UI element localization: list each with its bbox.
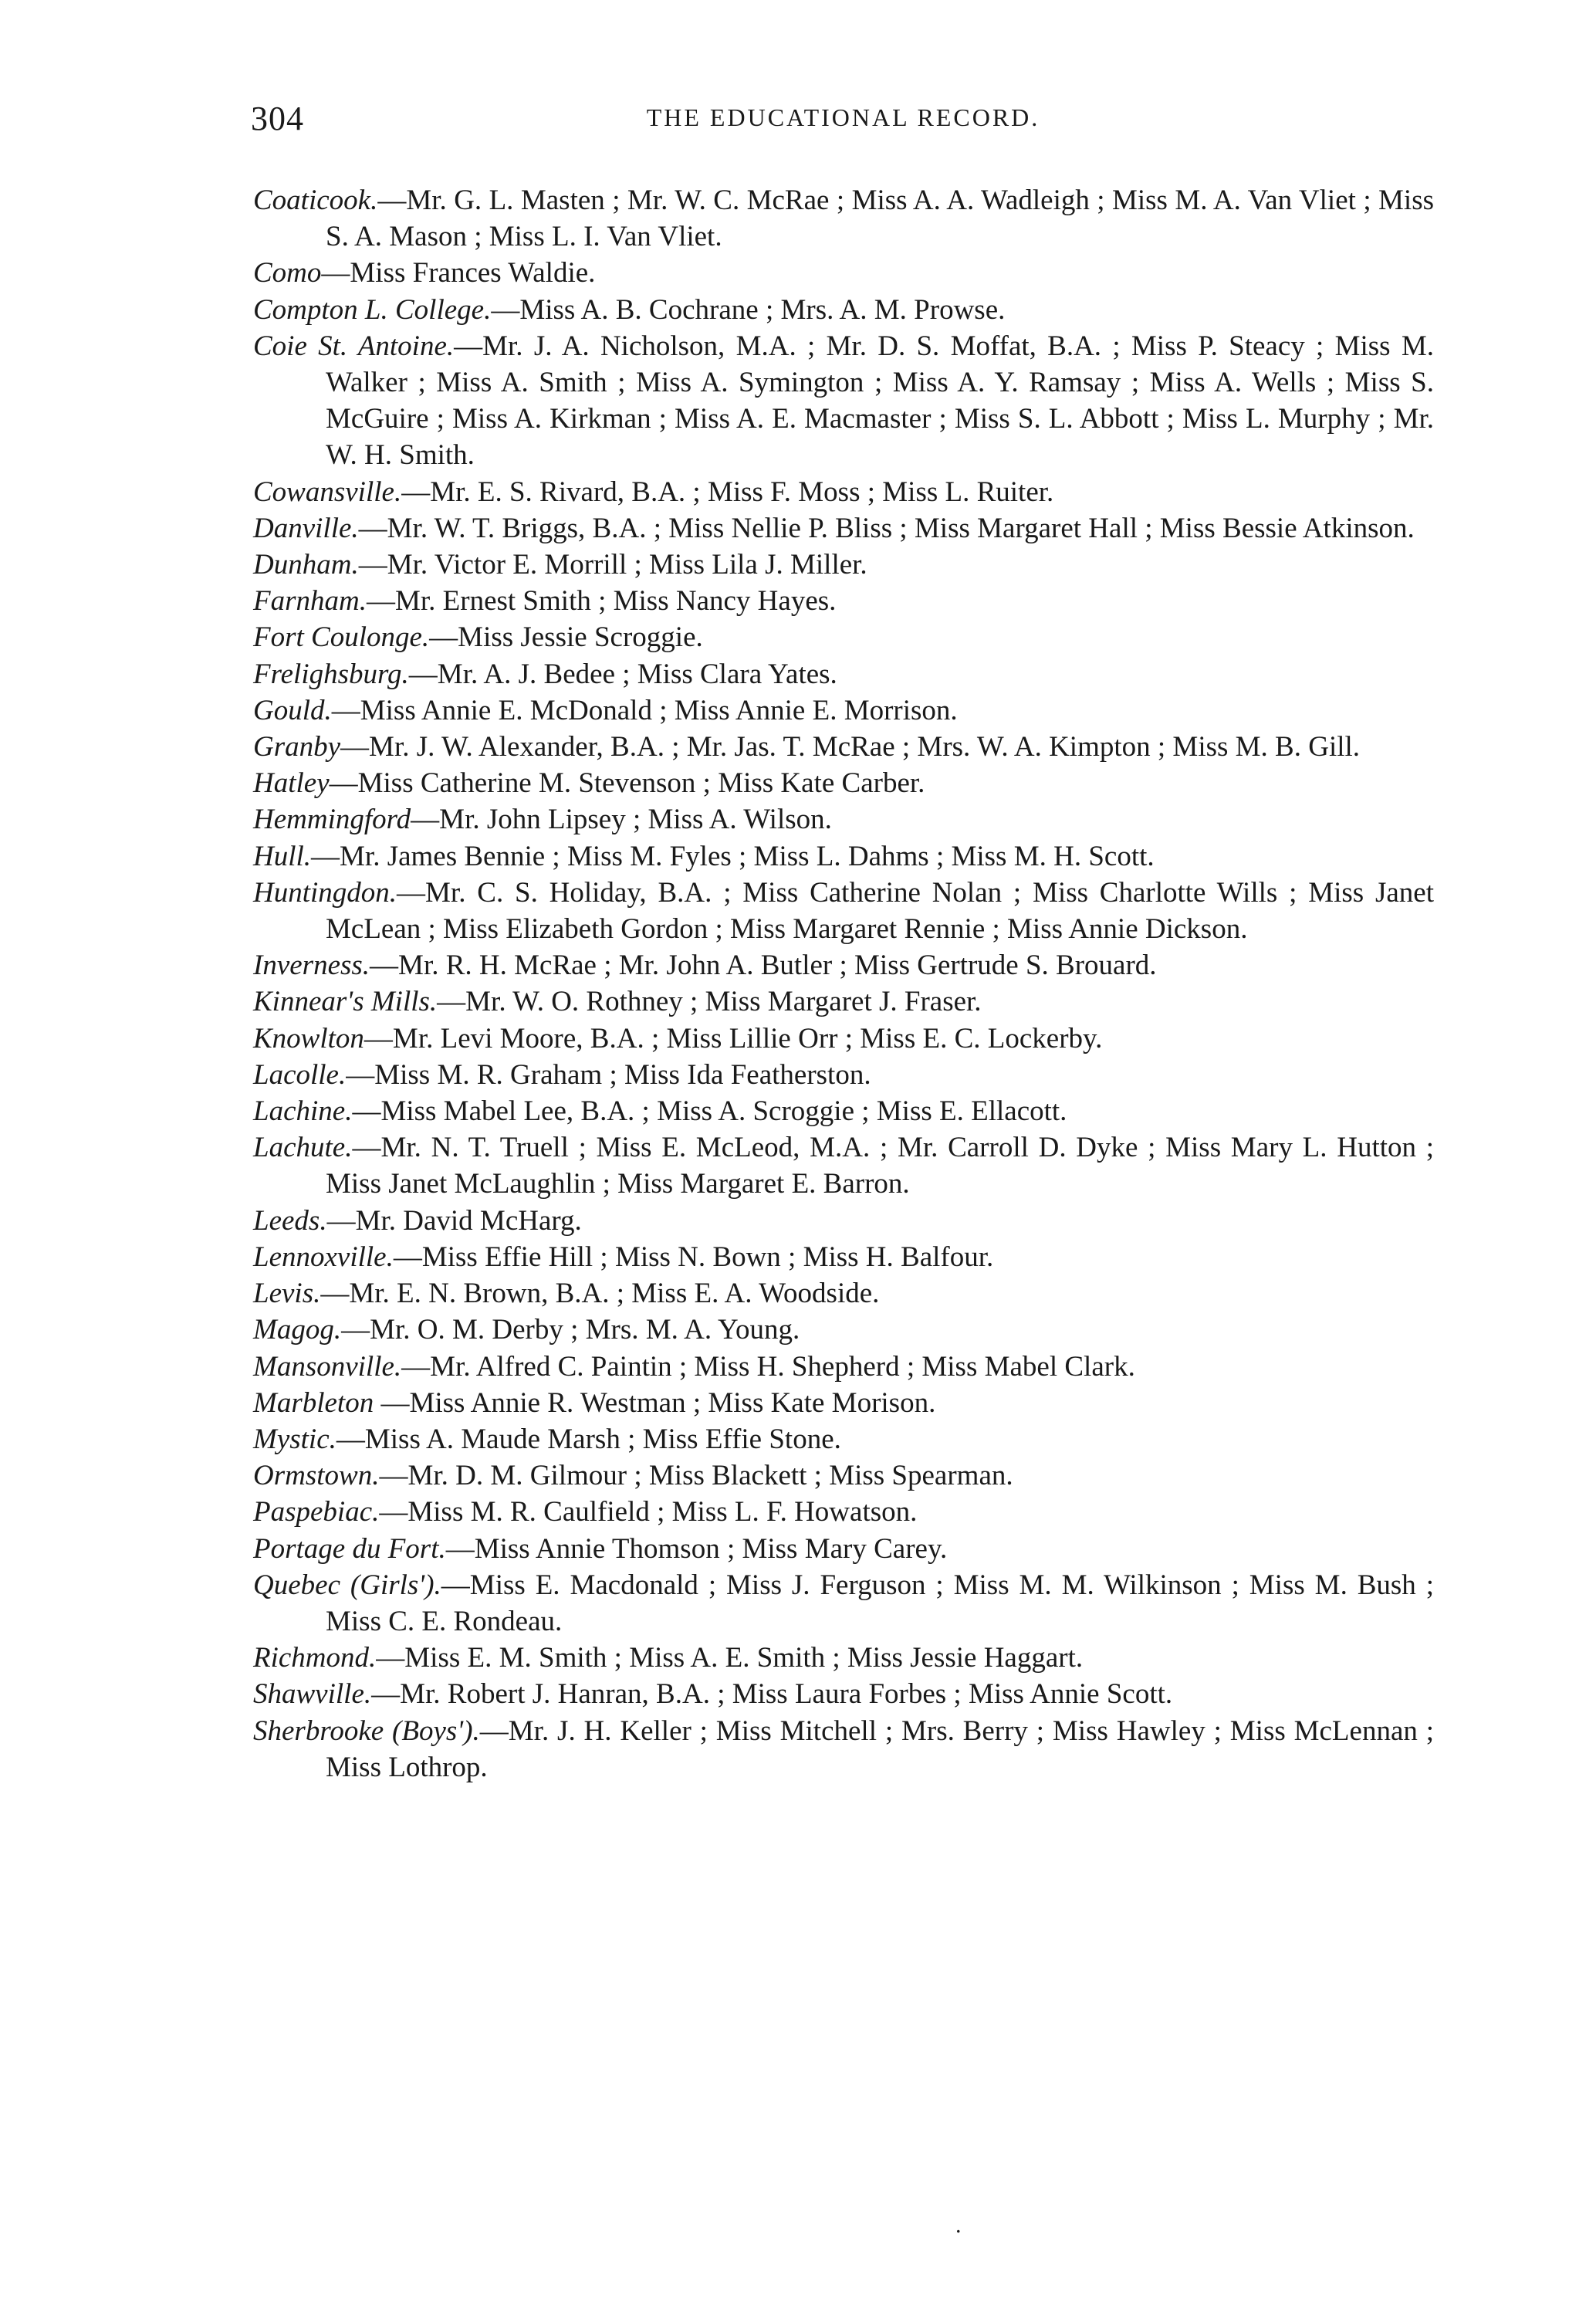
place-name: Compton L. College. <box>253 293 492 326</box>
place-name: Paspebiac. <box>253 1496 380 1528</box>
teacher-list <box>253 182 1434 1786</box>
list-item <box>253 983 1434 1020</box>
place-name: Farnham. <box>253 585 367 618</box>
place-name: Shawville. <box>253 1678 372 1711</box>
place-name: Granby <box>253 731 341 763</box>
staff-names: —Mr. Levi Moore, B.A. ; Miss Lillie Orr ; Miss E. C. Lockerby. <box>363 1022 1103 1054</box>
place-name: Coie St. Antoine. <box>253 330 455 362</box>
list-item <box>253 801 1434 838</box>
list-item <box>253 1713 1434 1786</box>
staff-names: —Mr. N. T. Truell ; Miss E. McLeod, M.A. ; Mr. Carroll D. Dyke ; Miss Mary L. Hutton ; Miss Janet McLaughlin ; Miss Margaret E. Barron. <box>326 1132 1434 1200</box>
list-item <box>253 1057 1434 1093</box>
footer-dot: . <box>955 2212 962 2238</box>
place-name: Marbleton <box>253 1386 374 1419</box>
list-item <box>253 1676 1434 1712</box>
list-item <box>253 1531 1434 1567</box>
list-item <box>253 1129 1434 1202</box>
place-name: Magog. <box>253 1314 342 1346</box>
staff-names: —Miss Annie R. Westman ; Miss Kate Morison. <box>374 1386 936 1419</box>
staff-names: —Miss A. Maude Marsh ; Miss Effie Stone. <box>336 1423 841 1455</box>
place-name: Mansonville. <box>253 1350 402 1383</box>
staff-names: —Mr. G. L. Masten ; Mr. W. C. McRae ; Miss A. A. Wadleigh ; Miss M. A. Van Vliet ; Miss S. A. Mason ; Miss L. I. Van Vliet. <box>326 184 1434 253</box>
staff-names: —Mr. C. S. Holiday, B.A. ; Miss Catherine Nolan ; Miss Charlotte Wills ; Miss Janet McLean ; Miss Elizabeth Gordon ; Miss Margaret Rennie ; Miss Annie Dickson. <box>326 876 1434 946</box>
list-item <box>253 1239 1434 1275</box>
staff-names: —Miss E. Macdonald ; Miss J. Ferguson ; Miss M. M. Wilkinson ; Miss M. Bush ; Miss C. E. Rondeau. <box>326 1569 1435 1637</box>
place-name: Como <box>253 257 322 289</box>
list-item <box>253 619 1434 655</box>
place-name: Ormstown. <box>253 1460 380 1492</box>
place-name: Kinnear's Mills. <box>253 986 438 1018</box>
page-number: 304 <box>251 100 304 137</box>
staff-names: —Miss E. M. Smith ; Miss A. E. Smith ; Miss Jessie Haggart. <box>376 1642 1084 1674</box>
place-name: Quebec (Girls'). <box>253 1569 441 1601</box>
place-name: Lachute. <box>253 1132 353 1164</box>
place-name: Leeds. <box>253 1204 327 1237</box>
staff-names: —Mr. R. H. McRae ; Mr. John A. Butler ; Miss Gertrude S. Brouard. <box>370 950 1157 982</box>
list-item <box>253 947 1434 983</box>
place-name: Fort Coulonge. <box>253 621 430 654</box>
place-name: Lachine. <box>253 1095 353 1128</box>
list-item <box>253 1093 1434 1129</box>
list-item <box>253 474 1434 510</box>
staff-names: —Mr. Alfred C. Paintin ; Miss H. Shepherd ; Miss Mabel Clark. <box>401 1350 1135 1383</box>
journal-title: THE EDUCATIONAL RECORD. <box>646 103 1040 131</box>
list-item <box>253 1021 1434 1057</box>
staff-names: —Miss Annie Thomson ; Miss Mary Carey. <box>445 1532 948 1565</box>
place-name: Portage du Fort. <box>253 1532 446 1565</box>
place-name: Levis. <box>253 1278 321 1310</box>
staff-names: —Mr. E. N. Brown, B.A. ; Miss E. A. Woodside. <box>320 1278 880 1310</box>
list-item <box>253 547 1434 583</box>
place-name: Hull. <box>253 840 312 872</box>
staff-names: —Mr. D. M. Gilmour ; Miss Blackett ; Miss Spearman. <box>379 1460 1013 1492</box>
staff-names: —Mr. J. H. Keller ; Miss Mitchell ; Mrs. Berry ; Miss Hawley ; Miss McLennan ; Miss Lothrop. <box>326 1715 1434 1783</box>
staff-names: —Miss Frances Waldie. <box>321 257 596 289</box>
staff-names: —Mr. O. M. Derby ; Mrs. M. A. Young. <box>341 1314 800 1346</box>
place-name: Knowlton <box>253 1022 364 1054</box>
list-item <box>253 328 1434 474</box>
list-item <box>253 838 1434 875</box>
place-name: Coaticook. <box>253 184 378 216</box>
place-name: Huntingdon. <box>253 876 397 909</box>
place-name: Danville. <box>253 512 359 544</box>
list-item <box>253 1421 1434 1457</box>
running-header <box>251 99 1435 145</box>
place-name: Sherbrooke (Boys'). <box>253 1715 480 1747</box>
list-item <box>253 255 1434 291</box>
list-item <box>253 1203 1434 1239</box>
place-name: Dunham. <box>253 549 359 581</box>
staff-names: —Miss M. R. Graham ; Miss Ida Featherston. <box>346 1058 871 1091</box>
staff-names: —Miss Annie E. McDonald ; Miss Annie E. Morrison. <box>331 694 958 726</box>
staff-names: —Mr. Victor E. Morrill ; Miss Lila J. Miller. <box>358 549 867 581</box>
staff-names: —Miss A. B. Cochrane ; Mrs. A. M. Prowse. <box>491 293 1006 326</box>
place-name: Hemmingford <box>253 804 411 836</box>
staff-names: —Mr. W. O. Rothney ; Miss Margaret J. Fraser. <box>437 986 982 1018</box>
list-item <box>253 1385 1434 1421</box>
list-item <box>253 656 1434 692</box>
place-name: Frelighsburg. <box>253 658 409 690</box>
staff-names: —Mr. W. T. Briggs, B.A. ; Miss Nellie P. Bliss ; Miss Margaret Hall ; Miss Bessie Atkinson. <box>358 512 1415 544</box>
staff-names: —Mr. J. A. Nicholson, M.A. ; Mr. D. S. Moffat, B.A. ; Miss P. Steacy ; Miss M. Walker ; Miss A. Smith ; Miss A. Symington ; Miss A. Y. Ramsay ; Miss A. Wells ; Miss S. McGuire ; Miss A. Kirkman ; Miss A. E. Macmaster ; Miss S. L. Abbott ; Miss L. Murphy ; Mr. W. H. Smith. <box>326 330 1434 472</box>
list-item <box>253 1349 1434 1385</box>
list-item <box>253 510 1434 547</box>
staff-names: —Mr. E. S. Rivard, B.A. ; Miss F. Moss ; Miss L. Ruiter. <box>401 476 1054 508</box>
list-item <box>253 729 1434 765</box>
place-name: Inverness. <box>253 950 370 982</box>
list-item <box>253 1567 1434 1640</box>
staff-names: —Mr. James Bennie ; Miss M. Fyles ; Miss L. Dahms ; Miss M. H. Scott. <box>311 840 1155 872</box>
list-item <box>253 1640 1434 1676</box>
staff-names: —Mr. John Lipsey ; Miss A. Wilson. <box>411 804 832 836</box>
staff-names: —Miss Jessie Scroggie. <box>429 621 703 654</box>
list-item <box>253 1457 1434 1494</box>
staff-names: —Miss Mabel Lee, B.A. ; Miss A. Scroggie ; Miss E. Ellacott. <box>352 1095 1067 1128</box>
place-name: Mystic. <box>253 1423 336 1455</box>
staff-names: —Miss Catherine M. Stevenson ; Miss Kate Carber. <box>329 767 925 800</box>
staff-names: —Miss Effie Hill ; Miss N. Bown ; Miss H. Balfour. <box>393 1241 994 1273</box>
staff-names: —Mr. Robert J. Hanran, B.A. ; Miss Laura Forbes ; Miss Annie Scott. <box>371 1678 1173 1711</box>
staff-names: —Mr. David McHarg. <box>326 1204 582 1237</box>
staff-names: —Miss M. R. Caulfield ; Miss L. F. Howatson. <box>379 1496 918 1528</box>
list-item <box>253 292 1434 328</box>
list-item <box>253 1312 1434 1348</box>
place-name: Lennoxville. <box>253 1241 394 1273</box>
list-item <box>253 692 1434 729</box>
staff-names: —Mr. J. W. Alexander, B.A. ; Mr. Jas. T. McRae ; Mrs. W. A. Kimpton ; Miss M. B. Gill. <box>340 731 1361 763</box>
list-item <box>253 875 1434 947</box>
place-name: Cowansville. <box>253 476 402 508</box>
list-item <box>253 1494 1434 1530</box>
list-item <box>253 765 1434 801</box>
list-item <box>253 182 1434 255</box>
place-name: Lacolle. <box>253 1058 347 1091</box>
staff-names: —Mr. Ernest Smith ; Miss Nancy Hayes. <box>366 585 837 618</box>
staff-names: —Mr. A. J. Bedee ; Miss Clara Yates. <box>408 658 837 690</box>
list-item <box>253 1275 1434 1312</box>
place-name: Gould. <box>253 694 332 726</box>
place-name: Richmond. <box>253 1642 377 1674</box>
place-name: Hatley <box>253 767 330 800</box>
list-item <box>253 583 1434 619</box>
